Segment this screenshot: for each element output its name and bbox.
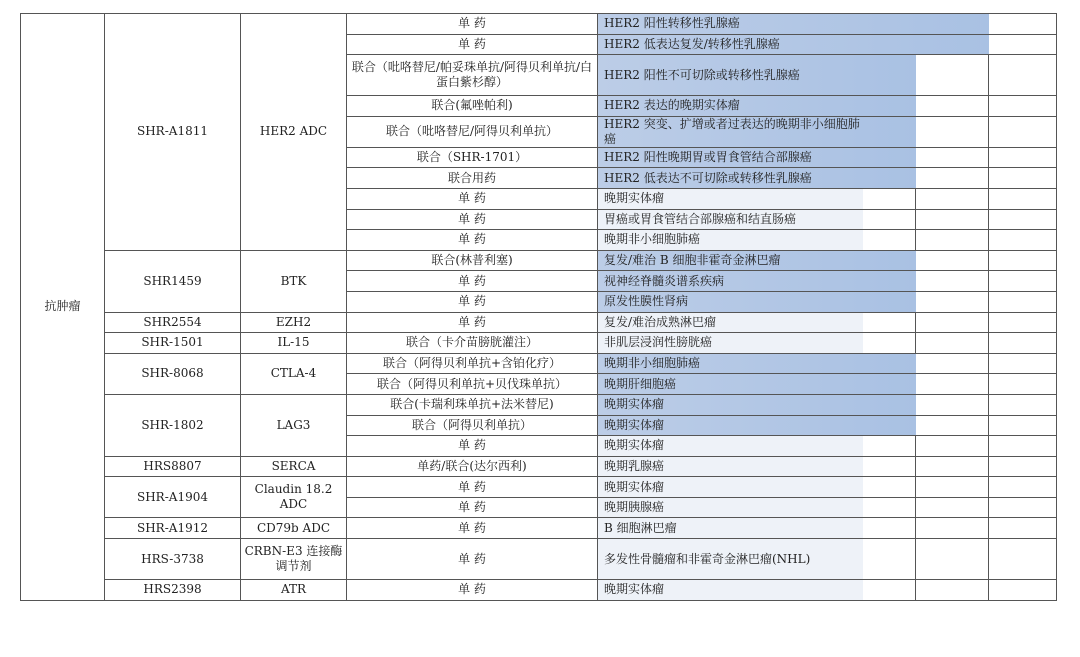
indication-text: 原发性膜性肾病 xyxy=(604,294,689,309)
drug-code-cell: HRS2398 xyxy=(105,580,241,601)
indication-text: 晚期胰腺癌 xyxy=(604,500,665,515)
indication-cell xyxy=(598,436,863,457)
indication-text: 多发性骨髓瘤和非霍奇金淋巴瘤(NHL) xyxy=(604,551,811,566)
phase-cell xyxy=(916,209,989,230)
phase-cell xyxy=(863,436,916,457)
indication-text: HER2 低表达不可切除或转移性乳腺癌 xyxy=(604,170,812,185)
target-cell: HER2 ADC xyxy=(241,14,347,251)
phase-cell xyxy=(989,415,1057,436)
indication-text: 晚期实体瘤 xyxy=(604,479,665,494)
regimen-cell: 联合用药 xyxy=(347,168,598,189)
phase-cell xyxy=(863,580,916,601)
phase-cell xyxy=(863,394,916,415)
table-row xyxy=(21,312,1057,333)
phase-cell xyxy=(989,394,1057,415)
indication-text: 视神经脊髓炎谱系疾病 xyxy=(604,273,725,288)
indication-text: 胃癌或胃食管结合部腺癌和结直肠癌 xyxy=(604,211,797,226)
phase-cell xyxy=(989,333,1057,354)
regimen-cell: 单 药 xyxy=(347,209,598,230)
phase-cell xyxy=(989,477,1057,498)
regimen-cell: 联合（吡咯替尼/帕妥珠单抗/阿得贝利单抗/白蛋白紫杉醇） xyxy=(347,55,598,96)
phase-cell xyxy=(989,539,1057,580)
regimen-cell: 单 药 xyxy=(347,271,598,292)
indication-text: HER2 阳性晚期胃或胃食管结合部腺癌 xyxy=(604,150,812,165)
indication-cell xyxy=(598,333,863,354)
regimen-cell: 单 药 xyxy=(347,436,598,457)
phase-cell xyxy=(916,436,989,457)
indication-text: 晚期非小细胞肺癌 xyxy=(604,356,701,371)
category-cell: 抗肿瘤 xyxy=(21,14,105,601)
target-cell: CD79b ADC xyxy=(241,518,347,539)
indication-cell xyxy=(598,394,863,415)
indication-text: HER2 表达的晚期实体瘤 xyxy=(604,98,740,113)
phase-cell xyxy=(916,14,989,35)
drug-code-cell: SHR-A1912 xyxy=(105,518,241,539)
indication-cell xyxy=(598,34,863,55)
regimen-cell: 联合(卡瑞利珠单抗+法米替尼) xyxy=(347,394,598,415)
phase-cell xyxy=(916,415,989,436)
phase-cell xyxy=(989,230,1057,251)
regimen-cell: 单 药 xyxy=(347,188,598,209)
phase-cell xyxy=(863,209,916,230)
regimen-cell: 单 药 xyxy=(347,497,598,518)
regimen-cell: 联合（阿得贝利单抗+含铂化疗） xyxy=(347,353,598,374)
drug-code-cell: SHR-1501 xyxy=(105,333,241,354)
pipeline-table xyxy=(20,13,1057,601)
table-row xyxy=(21,333,1057,354)
indication-cell xyxy=(598,209,863,230)
indication-text: 非肌层浸润性膀胱癌 xyxy=(604,335,713,350)
phase-cell xyxy=(989,250,1057,271)
drug-code-cell: SHR-8068 xyxy=(105,353,241,394)
table-row xyxy=(21,250,1057,271)
indication-cell xyxy=(598,168,863,189)
regimen-cell: 联合(林普利塞) xyxy=(347,250,598,271)
indication-cell xyxy=(598,14,863,35)
phase-cell xyxy=(863,116,916,147)
phase-cell xyxy=(916,250,989,271)
regimen-cell: 联合（SHR-1701） xyxy=(347,147,598,168)
drug-code-cell: SHR1459 xyxy=(105,250,241,312)
phase-cell xyxy=(989,116,1057,147)
indication-cell xyxy=(598,96,863,117)
target-cell: CRBN-E3 连接酶调节剂 xyxy=(241,539,347,580)
phase-cell xyxy=(989,353,1057,374)
phase-cell xyxy=(916,188,989,209)
phase-cell xyxy=(989,55,1057,96)
phase-cell xyxy=(863,250,916,271)
indication-text: 晚期实体瘤 xyxy=(604,417,665,432)
regimen-cell: 单 药 xyxy=(347,477,598,498)
phase-cell xyxy=(916,230,989,251)
phase-cell xyxy=(863,312,916,333)
phase-cell xyxy=(863,168,916,189)
phase-cell xyxy=(863,96,916,117)
drug-code-cell: SHR-A1904 xyxy=(105,477,241,518)
indication-cell xyxy=(598,539,863,580)
phase-cell xyxy=(916,291,989,312)
phase-cell xyxy=(989,147,1057,168)
phase-cell xyxy=(916,497,989,518)
phase-cell xyxy=(863,55,916,96)
phase-cell xyxy=(989,96,1057,117)
indication-cell xyxy=(598,497,863,518)
phase-cell xyxy=(863,147,916,168)
phase-cell xyxy=(916,394,989,415)
regimen-cell: 单 药 xyxy=(347,291,598,312)
indication-text: 晚期实体瘤 xyxy=(604,191,665,206)
indication-text: 晚期乳腺癌 xyxy=(604,458,665,473)
indication-text: 晚期肝细胞癌 xyxy=(604,376,677,391)
indication-cell xyxy=(598,230,863,251)
table-row xyxy=(21,14,1057,35)
phase-cell xyxy=(989,518,1057,539)
target-cell: LAG3 xyxy=(241,394,347,456)
phase-cell xyxy=(916,374,989,395)
phase-cell xyxy=(916,353,989,374)
indication-text: 晚期实体瘤 xyxy=(604,438,665,453)
target-cell: Claudin 18.2 ADC xyxy=(241,477,347,518)
phase-cell xyxy=(916,168,989,189)
phase-cell xyxy=(863,539,916,580)
table-row xyxy=(21,580,1057,601)
indication-text: B 细胞淋巴瘤 xyxy=(604,520,677,535)
phase-cell xyxy=(863,518,916,539)
phase-cell xyxy=(989,580,1057,601)
drug-code-cell: SHR-1802 xyxy=(105,394,241,456)
target-cell: BTK xyxy=(241,250,347,312)
phase-cell xyxy=(863,497,916,518)
table-row xyxy=(21,477,1057,498)
indication-cell xyxy=(598,374,863,395)
indication-cell xyxy=(598,291,863,312)
phase-cell xyxy=(916,539,989,580)
pipeline-body xyxy=(21,14,1057,601)
phase-cell xyxy=(916,312,989,333)
phase-cell xyxy=(989,456,1057,477)
phase-cell xyxy=(863,353,916,374)
phase-cell xyxy=(916,55,989,96)
phase-cell xyxy=(863,477,916,498)
phase-cell xyxy=(989,14,1057,35)
indication-cell xyxy=(598,312,863,333)
phase-cell xyxy=(916,580,989,601)
indication-cell xyxy=(598,55,863,96)
regimen-cell: 单 药 xyxy=(347,230,598,251)
phase-cell xyxy=(863,333,916,354)
indication-text: 晚期实体瘤 xyxy=(604,397,665,412)
phase-cell xyxy=(863,271,916,292)
phase-cell xyxy=(916,34,989,55)
phase-cell xyxy=(916,96,989,117)
phase-cell xyxy=(989,209,1057,230)
phase-cell xyxy=(863,14,916,35)
table-row xyxy=(21,456,1057,477)
phase-cell xyxy=(989,188,1057,209)
phase-cell xyxy=(916,518,989,539)
phase-cell xyxy=(989,312,1057,333)
regimen-cell: 单药/联合(达尔西利) xyxy=(347,456,598,477)
regimen-cell: 联合（阿得贝利单抗） xyxy=(347,415,598,436)
regimen-cell: 联合（阿得贝利单抗+贝伐珠单抗） xyxy=(347,374,598,395)
phase-cell xyxy=(989,271,1057,292)
drug-code-cell: HRS-3738 xyxy=(105,539,241,580)
indication-cell xyxy=(598,518,863,539)
regimen-cell: 联合(氟唑帕利) xyxy=(347,96,598,117)
indication-text: 复发/难治 B 细胞非霍奇金淋巴瘤 xyxy=(604,253,781,268)
phase-cell xyxy=(989,436,1057,457)
table-row xyxy=(21,353,1057,374)
regimen-cell: 联合（吡咯替尼/阿得贝利单抗） xyxy=(347,116,598,147)
drug-code-cell: SHR2554 xyxy=(105,312,241,333)
table-row xyxy=(21,518,1057,539)
indication-text: 晚期非小细胞肺癌 xyxy=(604,232,701,247)
indication-text: HER2 突变、扩增或者过表达的晚期非小细胞肺癌 xyxy=(604,116,860,146)
target-cell: CTLA-4 xyxy=(241,353,347,394)
phase-cell xyxy=(863,230,916,251)
drug-code-cell: HRS8807 xyxy=(105,456,241,477)
phase-cell xyxy=(916,477,989,498)
indication-cell xyxy=(598,477,863,498)
target-cell: EZH2 xyxy=(241,312,347,333)
indication-cell xyxy=(598,353,863,374)
regimen-cell: 单 药 xyxy=(347,14,598,35)
regimen-cell: 联合（卡介苗膀胱灌注） xyxy=(347,333,598,354)
drug-code-cell: SHR-A1811 xyxy=(105,14,241,251)
target-cell: ATR xyxy=(241,580,347,601)
indication-cell xyxy=(598,250,863,271)
phase-cell xyxy=(863,291,916,312)
phase-cell xyxy=(989,497,1057,518)
phase-cell xyxy=(863,188,916,209)
indication-cell xyxy=(598,456,863,477)
regimen-cell: 单 药 xyxy=(347,539,598,580)
phase-cell xyxy=(989,168,1057,189)
phase-cell xyxy=(863,456,916,477)
regimen-cell: 单 药 xyxy=(347,518,598,539)
phase-cell xyxy=(989,291,1057,312)
phase-cell xyxy=(863,415,916,436)
indication-cell xyxy=(598,271,863,292)
indication-cell xyxy=(598,415,863,436)
phase-cell xyxy=(916,333,989,354)
phase-cell xyxy=(916,147,989,168)
indication-cell xyxy=(598,116,863,147)
indication-cell xyxy=(598,580,863,601)
indication-cell xyxy=(598,147,863,168)
phase-cell xyxy=(916,456,989,477)
table-row xyxy=(21,394,1057,415)
table-row xyxy=(21,539,1057,580)
regimen-cell: 单 药 xyxy=(347,34,598,55)
indication-cell xyxy=(598,188,863,209)
regimen-cell: 单 药 xyxy=(347,580,598,601)
indication-text: HER2 阳性转移性乳腺癌 xyxy=(604,16,740,31)
phase-cell xyxy=(989,374,1057,395)
indication-text: HER2 阳性不可切除或转移性乳腺癌 xyxy=(604,67,800,82)
regimen-cell: 单 药 xyxy=(347,312,598,333)
phase-cell xyxy=(989,34,1057,55)
phase-cell xyxy=(863,34,916,55)
target-cell: SERCA xyxy=(241,456,347,477)
indication-text: HER2 低表达复发/转移性乳腺癌 xyxy=(604,36,780,51)
target-cell: IL-15 xyxy=(241,333,347,354)
indication-text: 晚期实体瘤 xyxy=(604,582,665,597)
phase-cell xyxy=(863,374,916,395)
phase-cell xyxy=(916,116,989,147)
phase-cell xyxy=(916,271,989,292)
indication-text: 复发/难治成熟淋巴瘤 xyxy=(604,314,717,329)
